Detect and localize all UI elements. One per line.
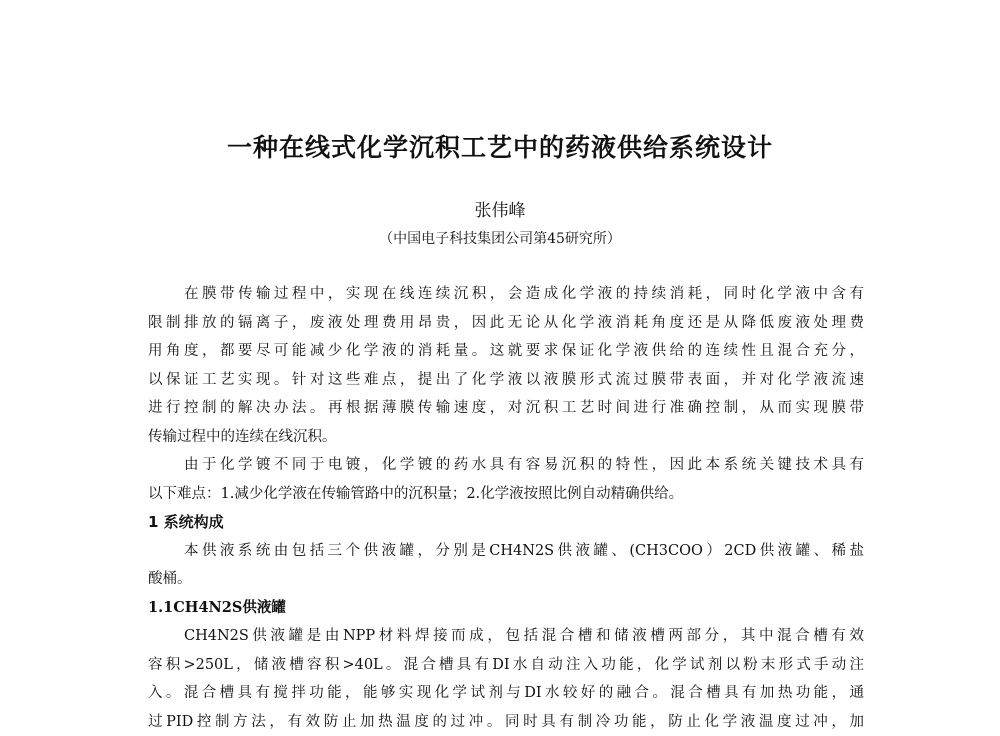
text-line: 以下难点：1.减少化学液在传输管路中的沉积量；2.化学液按照比例自动精确供给。 [148, 480, 864, 509]
text-line: 进行控制的解决办法。再根据薄膜传输速度，对沉积工艺时间进行准确控制，从而实现膜带 [148, 394, 864, 423]
paragraph-1 [148, 280, 864, 451]
text-line: 由于化学镀不同于电镀，化学镀的药水具有容易沉积的特性，因此本系统关键技术具有 [148, 451, 864, 480]
text-line: 容积>250L，储液槽容积>40L。混合槽具有DI水自动注入功能，化学试剂以粉末形式手动注 [148, 651, 864, 680]
author-affiliation: （中国电子科技集团公司第45研究所） [0, 228, 1000, 248]
text-line: 本供液系统由包括三个供液罐，分别是CH4N2S供液罐、(CH3COO）2CD供液罐、稀盐 [148, 537, 864, 566]
text-line: CH4N2S供液罐是由NPP材料焊接而成，包括混合槽和储液槽两部分，其中混合槽有效 [148, 622, 864, 651]
text-line: 过PID控制方法，有效防止加热温度的过冲。同时具有制冷功能，防止化学液温度过冲，加 [148, 708, 864, 736]
paper-title: 一种在线式化学沉积工艺中的药液供给系统设计 [0, 128, 1000, 164]
text-line: 入。混合槽具有搅拌功能，能够实现化学试剂与DI水较好的融合。混合槽具有加热功能，通 [148, 679, 864, 708]
text-line: 以保证工艺实现。针对这些难点，提出了化学液以液膜形式流过膜带表面，并对化学液流速 [148, 366, 864, 395]
paragraph-4 [148, 622, 864, 736]
author-name: 张伟峰 [0, 196, 1000, 221]
text-line: 限制排放的镉离子，废液处理费用昂贵，因此无论从化学液消耗角度还是从降低废液处理费 [148, 309, 864, 338]
section-heading-1: 1 系统构成 [148, 508, 864, 537]
text-line: 酸桶。 [148, 565, 864, 594]
text-line: 用角度，都要尽可能减少化学液的消耗量。这就要求保证化学液供给的连续性且混合充分， [148, 337, 864, 366]
body-text [148, 280, 864, 736]
text-line: 传输过程中的连续在线沉积。 [148, 423, 864, 452]
section-heading-1-1: 1.1CH4N2S供液罐 [148, 594, 864, 623]
paragraph-2 [148, 451, 864, 508]
paragraph-3 [148, 537, 864, 594]
text-line: 在膜带传输过程中，实现在线连续沉积，会造成化学液的持续消耗，同时化学液中含有 [148, 280, 864, 309]
